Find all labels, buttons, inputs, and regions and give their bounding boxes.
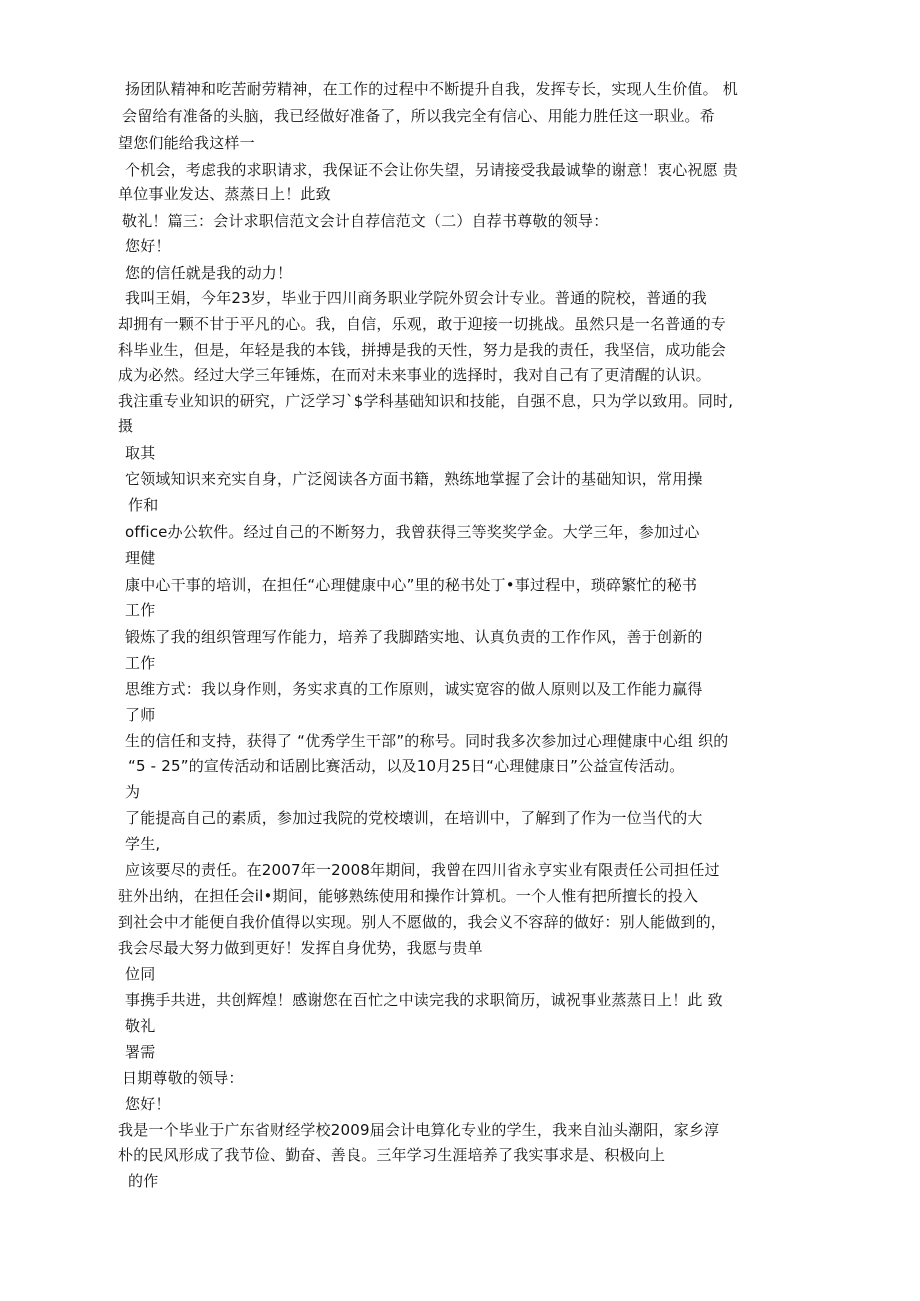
text-line: 它领域知识来充实自身，广泛阅读各方面书籍，熟练地掌握了会计的基础知识，常用操 — [125, 470, 703, 488]
text-line: 到社会中才能便自我价值得以实现。别人不愿做的，我会义不容辞的做好：别人能做到的， — [118, 913, 727, 931]
text-line: 会留给有准备的头脑，我已经做好准备了，所以我完全有信心、用能力胜任这一职业。希 — [122, 107, 715, 125]
text-line: 我会尽最大努力做到更好！发挥自身优势，我愿与贵单 — [118, 939, 483, 957]
text-line: 望您们能给我这样一 — [118, 134, 255, 152]
text-line: 我是一个毕业于广东省财经学校2009届会计电算化专业的学生，我来自汕头潮阳，家乡淳 — [118, 1121, 720, 1139]
text-line: 您的信任就是我的动力！ — [125, 264, 293, 282]
text-line: 署需 — [125, 1043, 156, 1061]
text-line: 生的信任和支持，获得了 “优秀学生干部”的称号。同时我多次参加过心理健康中心组 织的 — [125, 732, 729, 750]
text-line: 个机会，考虑我的求职请求，我保证不会让你失望，另请接受我最诚挚的谢意！衷心祝愿 贵 — [125, 161, 738, 179]
text-line: 您好！ — [125, 237, 171, 255]
text-line: 事携手共进，共创辉煌！感谢您在百忙之中读完我的求职简历，诚祝事业蒸蒸日上！此 致 — [125, 991, 723, 1009]
text-line: 锻炼了我的组织管理写作能力，培养了我脚踏实地、认真负责的工作作风，善于创新的 — [125, 628, 703, 646]
text-line: 理健 — [125, 549, 156, 567]
text-line: 了师 — [125, 706, 156, 724]
text-line: 了能提高自己的素质，参加过我院的党校壊训，在培训中，了解到了作为一位当代的大 — [125, 809, 703, 827]
text-line: 摄 — [118, 417, 134, 435]
text-line: 单位事业发达、蒸蒸日上！此致 — [118, 185, 331, 203]
text-line: 作和 — [128, 496, 159, 514]
text-line: 应该要尽的责任。在2007年一2008年期间，我曾在四川省永亨实业有限责任公司担任过 — [125, 861, 720, 879]
text-line: 为 — [125, 783, 141, 801]
text-line: 位同 — [125, 965, 156, 983]
text-line: 的作 — [128, 1172, 159, 1190]
text-line: 康中心干事的培训，在担任“心理健康中心”里的秘书处丁•事过程中，琐碎繁忙的秘书 — [125, 576, 698, 594]
text-line: 我叫王娟，今年23岁，毕业于四川商务职业学院外贸会计专业。普通的院校，普通的我 — [125, 289, 707, 307]
text-line: 工作 — [125, 601, 156, 619]
text-line: 成为必然。经过大学三年锤炼，在而对未来事业的选择时，我对自己有了更清醒的认识。 — [118, 366, 711, 384]
text-line: 科毕业生，但是，年轻是我的本钱，拼搏是我的天性，努力是我的责任，我坚信，成功能会 — [118, 341, 727, 359]
text-line: 驻外出纳，在担任会il•期间，能够熟练使用和操作计算机。一个人惟有把所擅长的投入 — [118, 887, 699, 905]
text-line: “5 - 25”的宣传活动和话剧比赛活动，以及10月25日“心理健康日”公益宣传活动。 — [128, 757, 685, 775]
text-line: 敬礼 — [125, 1017, 156, 1035]
text-line: office办公软件。经过自己的不断努力，我曾获得三等奖奖学金。大学三年，参加过心 — [125, 523, 700, 541]
text-line: 取其 — [125, 444, 156, 462]
text-line: 日期尊敬的领导： — [122, 1069, 244, 1087]
text-line: 学生, — [125, 835, 161, 853]
text-line: 工作 — [125, 654, 156, 672]
text-line: 却拥有一颗不甘于平凡的心。我，自信，乐观，敢于迎接一切挑战。虽然只是一名普通的专 — [118, 315, 727, 333]
text-line: 扬团队精神和吃苦耐劳精神，在工作的过程中不断提升自我，发挥专长，实现人生价值。 机 — [125, 80, 738, 98]
text-line: 我注重专业知识的研究，广泛学习`$学科基础知识和技能，自强不息，只为学以致用。同时, — [118, 392, 734, 410]
text-line: 敬礼！篇三：会计求职信范文会计自荐信范文（二）自荐书尊敬的领导： — [122, 212, 609, 230]
text-line: 思维方式：我以身作则，务实求真的工作原则，诚实宽容的做人原则以及工作能力赢得 — [125, 680, 703, 698]
text-line: 您好！ — [125, 1095, 171, 1113]
text-line: 朴的民风形成了我节俭、勤奋、善良。三年学习生涯培养了我实事求是、积极向上 — [118, 1146, 666, 1164]
